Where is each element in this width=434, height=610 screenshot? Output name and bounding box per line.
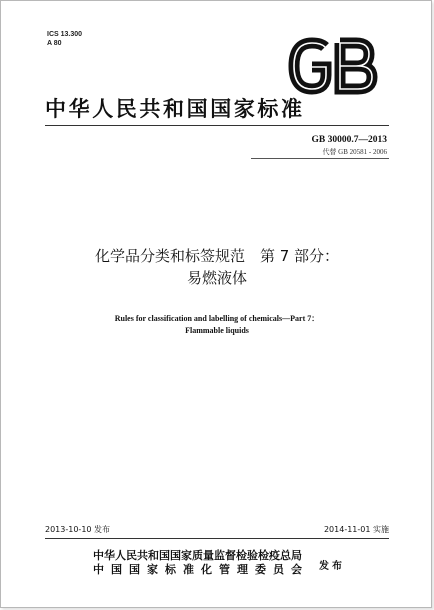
code-divider — [251, 158, 389, 159]
publisher-line2: 中国国家标准化管理委员会 — [93, 563, 309, 576]
document-title-chinese — [1, 245, 433, 289]
implementation-date: 2014-11-01 实施 — [323, 525, 389, 534]
publisher-block — [93, 549, 309, 577]
date-row — [45, 524, 389, 536]
classification-codes — [47, 30, 82, 48]
document-title-english — [1, 313, 433, 337]
title-en-line2: Flammable liquids — [185, 326, 249, 335]
footer-divider — [45, 538, 389, 539]
gb-logo-icon — [286, 37, 379, 95]
title-zh-line2: 易燃液体 — [186, 269, 247, 287]
title-en-line1: Rules for classification and labelling of chemicals—Part 7： — [114, 314, 320, 323]
national-standard-title: 中华人民共和国国家标准 — [45, 96, 305, 121]
issue-date: 2013-10-10 发布 — [45, 525, 111, 534]
ics-code: ICS 13.300 — [47, 31, 83, 38]
publisher-line1: 中华人民共和国国家质量监督检验检疫总局 — [93, 549, 302, 562]
replaces-standard: 代替 GB 20581 - 2006 — [322, 148, 387, 156]
header-divider — [45, 125, 389, 126]
ccs-code: A 80 — [47, 40, 62, 47]
title-zh-line1: 化学品分类和标签规范 第 7 部分： — [94, 247, 340, 265]
publish-label: 发布 — [319, 561, 345, 572]
standard-code: GB 30000.7—2013 — [311, 135, 387, 145]
